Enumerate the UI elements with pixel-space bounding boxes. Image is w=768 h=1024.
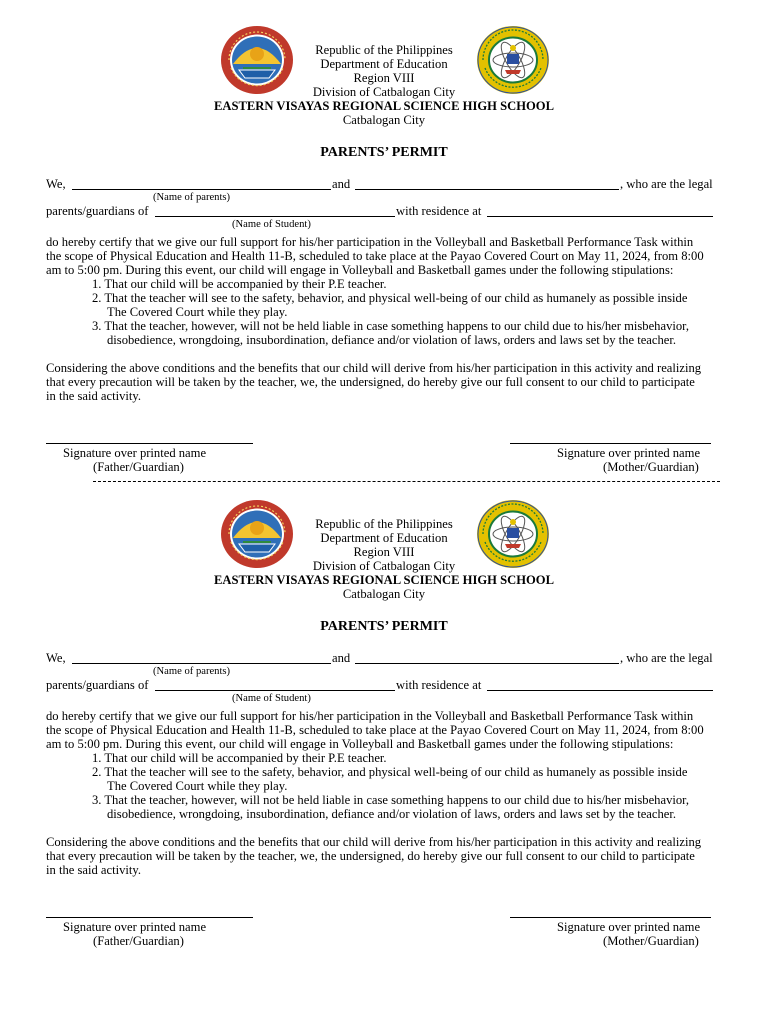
body-text-line: the scope of Physical Education and Health 11-B, scheduled to take place at the Payao Covered Court on May 11, 2024, from 8:00 xyxy=(46,723,704,737)
father-signature-label: Signature over printed name xyxy=(63,920,207,934)
body-text-line: am to 5:00 pm. During this event, our child will engage in Volleyball and Basketball games under the following stipulations: xyxy=(46,263,674,277)
header-city: Catbalogan City xyxy=(342,587,426,601)
consent-text-line: Considering the above conditions and the benefits that our child will derive from his/her participation in this activity and realizing xyxy=(46,361,702,375)
we-label: We, xyxy=(46,651,66,665)
permit-form-top xyxy=(0,0,768,474)
permit-form-bottom xyxy=(0,474,768,948)
permit-title: PARENTS’ PERMIT xyxy=(320,619,448,634)
stipulation-2: 2. That the teacher will see to the safety, behavior, and physical well-being of our child as humanely as possible inside xyxy=(92,291,688,305)
parents-guardians-label: parents/guardians of xyxy=(46,678,149,692)
student-name-field[interactable] xyxy=(155,690,395,691)
mother-guardian-label: (Mother/Guardian) xyxy=(603,460,699,474)
residence-field[interactable] xyxy=(487,690,713,691)
parent2-name-field[interactable] xyxy=(355,663,619,664)
we-label: We, xyxy=(46,177,66,191)
stipulation-1: 1. That our child will be accompanied by their P.E teacher. xyxy=(92,277,387,291)
residence-label: with residence at xyxy=(396,204,482,218)
stipulation-2: 2. That the teacher will see to the safety, behavior, and physical well-being of our child as humanely as possible inside xyxy=(92,765,688,779)
father-guardian-label: (Father/Guardian) xyxy=(93,934,184,948)
mother-guardian-label: (Mother/Guardian) xyxy=(603,934,699,948)
residence-field[interactable] xyxy=(487,216,713,217)
body-text-line: the scope of Physical Education and Health 11-B, scheduled to take place at the Payao Covered Court on May 11, 2024, from 8:00 xyxy=(46,249,704,263)
body-text-line: am to 5:00 pm. During this event, our child will engage in Volleyball and Basketball games under the following stipulations: xyxy=(46,737,674,751)
residence-label: with residence at xyxy=(396,678,482,692)
consent-text-line: that every precaution will be taken by the teacher, we, the undersigned, do hereby give our full consent to our child to participate xyxy=(46,375,695,389)
header-school-name: EASTERN VISAYAS REGIONAL SCIENCE HIGH SCHOOL xyxy=(213,573,555,587)
stipulation-2-cont: The Covered Court while they play. xyxy=(107,779,288,793)
header-region: Region VIII xyxy=(353,71,415,85)
stipulation-1: 1. That our child will be accompanied by their P.E teacher. xyxy=(92,751,387,765)
legal-label: , who are the legal xyxy=(620,177,713,191)
consent-text-line: in the said activity. xyxy=(46,863,142,877)
mother-signature-label: Signature over printed name xyxy=(557,920,701,934)
parent1-name-field[interactable] xyxy=(72,663,331,664)
name-of-student-caption: (Name of Student) xyxy=(232,693,311,704)
mother-signature-line[interactable] xyxy=(510,443,711,444)
header-region: Region VIII xyxy=(353,545,415,559)
name-of-student-caption: (Name of Student) xyxy=(232,219,311,230)
stipulation-3: 3. That the teacher, however, will not be held liable in case something happens to our child due to his/her misbehavior, xyxy=(92,793,689,807)
father-guardian-label: (Father/Guardian) xyxy=(93,460,184,474)
parent2-name-field[interactable] xyxy=(355,189,619,190)
father-signature-line[interactable] xyxy=(46,443,253,444)
and-label: and xyxy=(332,177,351,191)
stipulation-3-cont: disobedience, wrongdoing, insubordination, defiance and/or violation of laws, orders and laws set by the teacher. xyxy=(107,333,677,347)
body-text-line: do hereby certify that we give our full support for his/her participation in the Volleyball and Basketball Performance Task within xyxy=(46,709,694,723)
header-republic: Republic of the Philippines xyxy=(315,517,453,531)
header-department: Department of Education xyxy=(320,57,448,71)
legal-label: , who are the legal xyxy=(620,651,713,665)
permit-title: PARENTS’ PERMIT xyxy=(320,145,448,160)
header-republic: Republic of the Philippines xyxy=(315,43,453,57)
father-signature-line[interactable] xyxy=(46,917,253,918)
stipulation-3-cont: disobedience, wrongdoing, insubordination, defiance and/or violation of laws, orders and laws set by the teacher. xyxy=(107,807,677,821)
mother-signature-label: Signature over printed name xyxy=(557,446,701,460)
father-signature-label: Signature over printed name xyxy=(63,446,207,460)
parent1-name-field[interactable] xyxy=(72,189,331,190)
stipulation-2-cont: The Covered Court while they play. xyxy=(107,305,288,319)
header-school-name: EASTERN VISAYAS REGIONAL SCIENCE HIGH SCHOOL xyxy=(213,99,555,113)
consent-text-line: in the said activity. xyxy=(46,389,142,403)
header-department: Department of Education xyxy=(320,531,448,545)
name-of-parents-caption: (Name of parents) xyxy=(153,666,231,677)
student-name-field[interactable] xyxy=(155,216,395,217)
and-label: and xyxy=(332,651,351,665)
name-of-parents-caption: (Name of parents) xyxy=(153,192,231,203)
stipulation-3: 3. That the teacher, however, will not be held liable in case something happens to our child due to his/her misbehavior, xyxy=(92,319,689,333)
consent-text-line: that every precaution will be taken by the teacher, we, the undersigned, do hereby give our full consent to our child to participate xyxy=(46,849,695,863)
parents-guardians-label: parents/guardians of xyxy=(46,204,149,218)
header-division: Division of Catbalogan City xyxy=(312,559,456,573)
mother-signature-line[interactable] xyxy=(510,917,711,918)
header-division: Division of Catbalogan City xyxy=(312,85,456,99)
consent-text-line: Considering the above conditions and the benefits that our child will derive from his/her participation in this activity and realizing xyxy=(46,835,702,849)
body-text-line: do hereby certify that we give our full support for his/her participation in the Volleyball and Basketball Performance Task within xyxy=(46,235,694,249)
header-city: Catbalogan City xyxy=(342,113,426,127)
